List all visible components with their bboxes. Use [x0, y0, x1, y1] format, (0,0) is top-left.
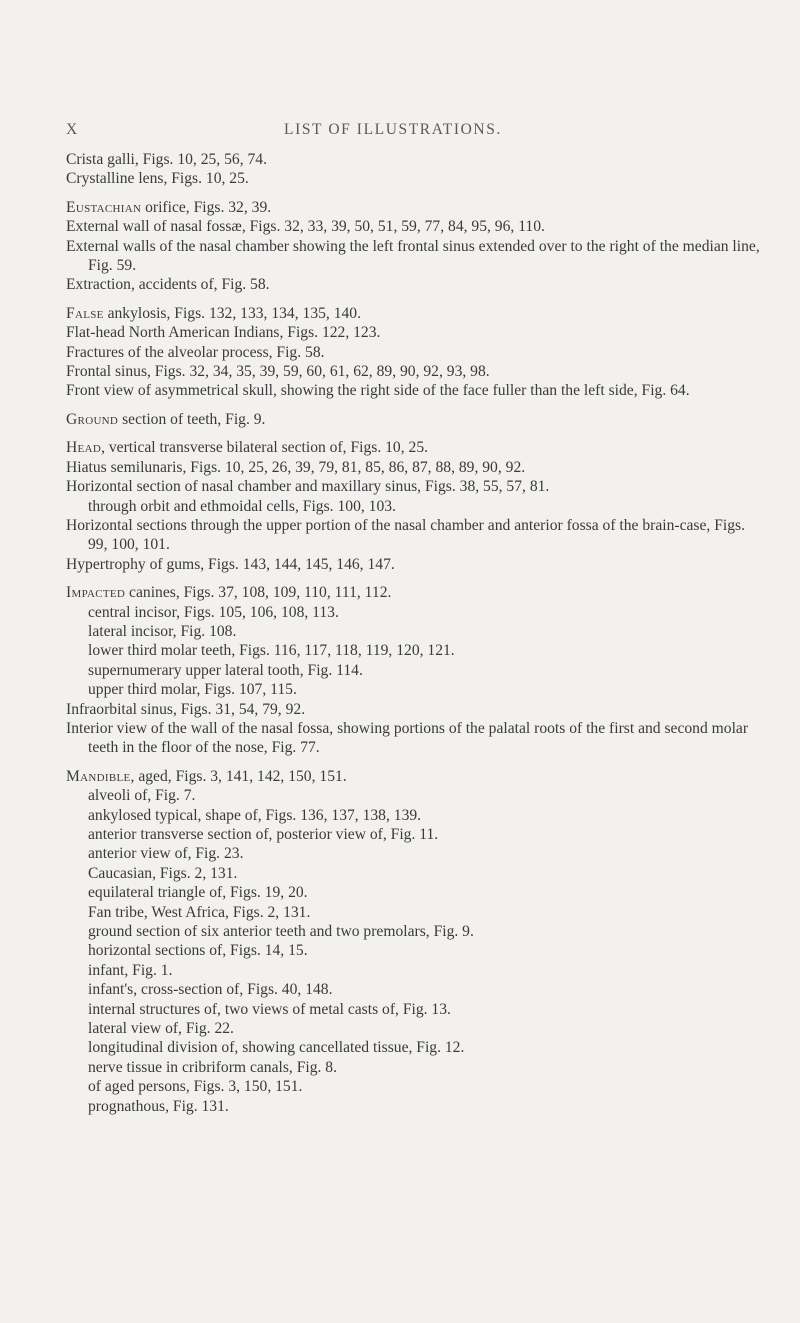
index-entry-text: supernumerary upper lateral tooth, Fig. 114. [88, 661, 363, 679]
index-entry-text: External wall of nasal fossæ, Figs. 32, 33, 39, 50, 51, 59, 77, 84, 95, 96, 110. [66, 218, 545, 236]
page-number: X [66, 121, 79, 138]
index-entry [66, 217, 766, 236]
index-subentry [66, 922, 766, 941]
index-entry-text: equilateral triangle of, Figs. 19, 20. [88, 884, 308, 902]
index-entry-text: , aged, Figs. 3, 141, 142, 150, 151. [130, 767, 347, 785]
index-entry-text: Fan tribe, West Africa, Figs. 2, 131. [88, 903, 311, 921]
index-entry-headword: Ground [66, 410, 119, 428]
index-entry [66, 198, 766, 217]
index-entry-text: longitudinal division of, showing cancellated tissue, Fig. 12. [88, 1039, 465, 1057]
index-entry [66, 458, 766, 477]
index-subentry [66, 806, 766, 825]
index-entry-text: through orbit and ethmoidal cells, Figs. 100, 103. [88, 497, 396, 515]
index-subentry [66, 864, 766, 883]
index-entry-text: anterior transverse section of, posterior view of, Fig. 11. [88, 826, 439, 843]
index-entry [66, 237, 766, 276]
index-entry-text: lateral incisor, Fig. 108. [88, 622, 237, 640]
index-entry-text: nerve tissue in cribriform canals, Fig. 8. [88, 1058, 338, 1076]
index-entry [66, 150, 766, 169]
index-subentry [66, 786, 766, 805]
index-entry-text: alveoli of, Fig. 7. [88, 787, 196, 805]
index-subentry [66, 622, 766, 641]
index-entry-text: anterior view of, Fig. 23. [88, 845, 244, 863]
index-entry [66, 477, 766, 496]
index-subentry [66, 980, 766, 999]
index-subentry [66, 903, 766, 922]
index-entry-text: Crista galli, Figs. 10, 25, 56, 74. [66, 151, 267, 168]
index-entry-text: , vertical transverse bilateral section of, Figs. 10, 25. [101, 439, 429, 457]
index-subentry [66, 1019, 766, 1038]
index-entry-text: Interior view of the wall of the nasal fossa, showing portions of the palatal roots of the first and second molar teeth in the floor of the nose, Fig. 77. [66, 719, 749, 757]
index-letter-group [66, 198, 766, 295]
index-entries [66, 150, 766, 1122]
index-entry-text: Flat-head North American Indians, Figs. 122, 123. [66, 324, 381, 342]
index-subentry [66, 603, 766, 622]
index-entry-text: Frontal sinus, Figs. 32, 34, 35, 39, 59, 60, 61, 62, 89, 90, 92, 93, 98. [66, 363, 490, 381]
index-entry-text: Front view of asymmetrical skull, showing the right side of the face fuller than the left side, Fig. 64. [66, 382, 690, 400]
index-entry-text: Extraction, accidents of, Fig. 58. [66, 276, 270, 294]
index-entry [66, 381, 766, 400]
index-entry-headword: Mandible [66, 767, 131, 785]
index-entry [66, 438, 766, 457]
index-subentry [66, 641, 766, 660]
index-subentry [66, 661, 766, 680]
index-entry-text: Caucasian, Figs. 2, 131. [88, 864, 238, 882]
index-entry-text: Infraorbital sinus, Figs. 31, 54, 79, 92. [66, 700, 306, 718]
index-subentry [66, 825, 766, 844]
index-entry [66, 555, 766, 574]
index-subentry [66, 1058, 766, 1077]
index-entry [66, 516, 766, 555]
index-entry [66, 169, 766, 188]
index-subentry [66, 1097, 766, 1116]
index-entry-text: internal structures of, two views of metal casts of, Fig. 13. [88, 1000, 451, 1018]
index-entry-text: ankylosis, Figs. 132, 133, 134, 135, 140. [103, 304, 361, 322]
index-letter-group [66, 438, 766, 574]
index-entry [66, 343, 766, 362]
index-entry-text: Hiatus semilunaris, Figs. 10, 25, 26, 39, 79, 81, 85, 86, 87, 88, 89, 90, 92. [66, 458, 526, 476]
index-subentry [66, 961, 766, 980]
index-entry [66, 323, 766, 342]
running-head [66, 121, 716, 143]
index-entry-text: ground section of six anterior teeth and two premolars, Fig. 9. [88, 923, 474, 941]
index-letter-group [66, 767, 766, 1116]
index-entry-text: External walls of the nasal chamber showing the left frontal sinus extended over to the right of the median line, Fig. 59. [66, 237, 760, 275]
index-entry-text: ankylosed typical, shape of, Figs. 136, 137, 138, 139. [88, 806, 422, 824]
index-entry-text: prognathous, Fig. 131. [88, 1097, 229, 1115]
index-entry [66, 304, 766, 323]
index-entry-text: Crystalline lens, Figs. 10, 25. [66, 170, 249, 188]
index-entry [66, 767, 766, 786]
index-entry-text: lateral view of, Fig. 22. [88, 1020, 234, 1038]
index-letter-group [66, 410, 766, 429]
index-subentry [66, 844, 766, 863]
index-letter-group [66, 304, 766, 401]
index-subentry [66, 941, 766, 960]
index-entry [66, 362, 766, 381]
index-entry-text: upper third molar, Figs. 107, 115. [88, 681, 297, 699]
index-entry-text: lower third molar teeth, Figs. 116, 117, 118, 119, 120, 121. [88, 642, 455, 660]
index-subentry [66, 1000, 766, 1019]
index-subentry [66, 680, 766, 699]
index-entry-text: section of teeth, Fig. 9. [118, 410, 266, 428]
index-subentry [66, 1038, 766, 1057]
index-entry-text: Hypertrophy of gums, Figs. 143, 144, 145, 146, 147. [66, 555, 395, 573]
index-entry-text: central incisor, Figs. 105, 106, 108, 113. [88, 603, 339, 621]
index-entry-headword: False [66, 304, 104, 322]
index-entry-text: infant, Fig. 1. [88, 961, 173, 979]
index-entry-headword: Eustachian [66, 198, 142, 216]
index-entry [66, 275, 766, 294]
index-letter-group [66, 150, 766, 189]
index-entry-headword: Impacted [66, 584, 126, 602]
index-letter-group [66, 583, 766, 758]
index-entry [66, 700, 766, 719]
index-entry [66, 719, 766, 758]
index-entry [66, 410, 766, 429]
index-entry [66, 583, 766, 602]
index-subentry [66, 883, 766, 902]
index-entry-text: Fractures of the alveolar process, Fig. 58. [66, 343, 325, 361]
index-entry-text: Horizontal sections through the upper portion of the nasal chamber and anterior fossa of the brain-case, Figs. 99, 100, 101. [66, 516, 745, 554]
index-entry-text: canines, Figs. 37, 108, 109, 110, 111, 112. [125, 584, 392, 602]
index-subentry [66, 1077, 766, 1096]
index-entry-text: infant's, cross-section of, Figs. 40, 148. [88, 981, 333, 999]
index-entry-text: Horizontal section of nasal chamber and maxillary sinus, Figs. 38, 55, 57, 81. [66, 478, 550, 496]
index-entry-text: horizontal sections of, Figs. 14, 15. [88, 942, 308, 960]
index-entry-headword: Head [66, 439, 102, 457]
index-subentry [66, 497, 766, 516]
page-title: LIST OF ILLUSTRATIONS. [284, 121, 502, 138]
index-entry-text: of aged persons, Figs. 3, 150, 151. [88, 1078, 303, 1096]
index-entry-text: orifice, Figs. 32, 39. [141, 198, 272, 216]
